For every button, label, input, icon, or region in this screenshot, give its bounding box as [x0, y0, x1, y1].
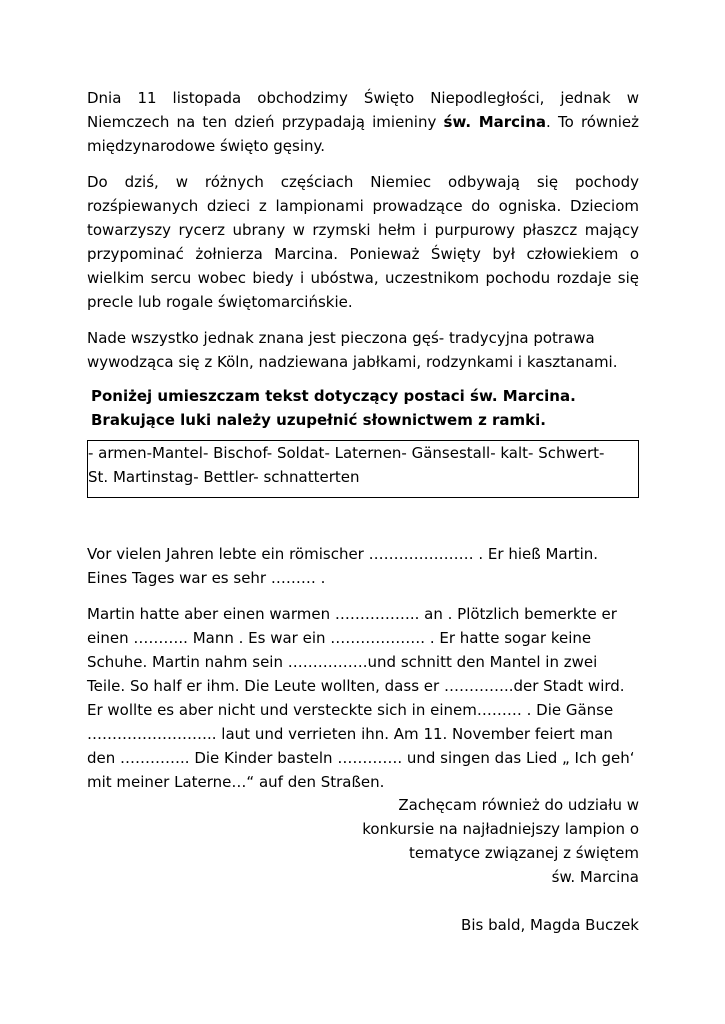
- closing-line: św. Marcina: [551, 868, 639, 886]
- intro-paragraph-2: Do dziś, w różnych częściach Niemiec odbywają się pochody rozśpiewanych dzieci z lampionami prowadzące do ogniska. Dzieciom towarzyszy rycerz ubrany w rzymski hełm i purpurowy płaszcz mający przypominać żołnierza Marcina. Ponieważ Święty był człowiekiem o wielkim sercu wobec biedy i ubóstwa, uczestnikom pochodu rozdaje się precle lub rogale świętomarcińskie.: [87, 173, 639, 311]
- signature: Bis bald, Magda Buczek: [461, 916, 639, 934]
- word-box-line: St. Martinstag- Bettler- schnatterten: [88, 468, 360, 486]
- closing-invitation: [300, 793, 639, 889]
- closing-line: konkursie na najładniejszy lampion o: [362, 820, 639, 838]
- exercise-paragraph-2: Martin hatte aber einen warmen …………….. an . Plötzlich bemerkte er einen ……….. Mann . Es war ein ………………. . Er hatte sogar keine Schuhe. Martin nahm sein …………….und schnitt den Mantel in zwei Teile. So half er ihm. Die Leute wollten, dass er …………..der Stadt wird. Er wollte es aber nicht und versteckte sich in einem……… . Die Gänse …………………….. laut und verrieten ihn. Am 11. November feiert man den ………….. Die Kinder basteln …………. und singen das Lied „ Ich geh‘ mit meiner Laterne…“ auf den Straßen.: [87, 605, 635, 791]
- closing-line: Zachęcam również do udziału w: [398, 796, 639, 814]
- word-box-line: - armen-Mantel- Bischof- Soldat- Laternen- Gänsestall- kalt- Schwert-: [88, 444, 605, 462]
- document-body: [87, 86, 639, 794]
- closing-line: tematyce związanej z świętem: [409, 844, 639, 862]
- gap-fill-exercise: [87, 542, 639, 794]
- word-box: [87, 440, 639, 498]
- intro-paragraph-3: Nade wszystko jednak znana jest pieczona gęś- tradycyjna potrawa wywodząca się z Köln, nadziewana jabłkami, rodzynkami i kasztanami.: [87, 329, 618, 371]
- intro-paragraph-1: [87, 86, 639, 158]
- exercise-paragraph-1: Vor vielen Jahren lebte ein römischer ………………… . Er hieß Martin. Eines Tages war es sehr ……… .: [87, 545, 599, 587]
- intro-text: Dnia 11 listopada obchodzimy Święto Niepodległości, jednak w Niemczech na ten dzień przypadają imieniny: [87, 89, 639, 131]
- saint-name: św. Marcina: [443, 113, 546, 131]
- intro-text-end: . To również międzynarodowe święto gęsiny.: [87, 113, 639, 155]
- task-instruction: Poniżej umieszczam tekst dotyczący postaci św. Marcina. Brakujące luki należy uzupełnić słownictwem z ramki.: [91, 387, 576, 429]
